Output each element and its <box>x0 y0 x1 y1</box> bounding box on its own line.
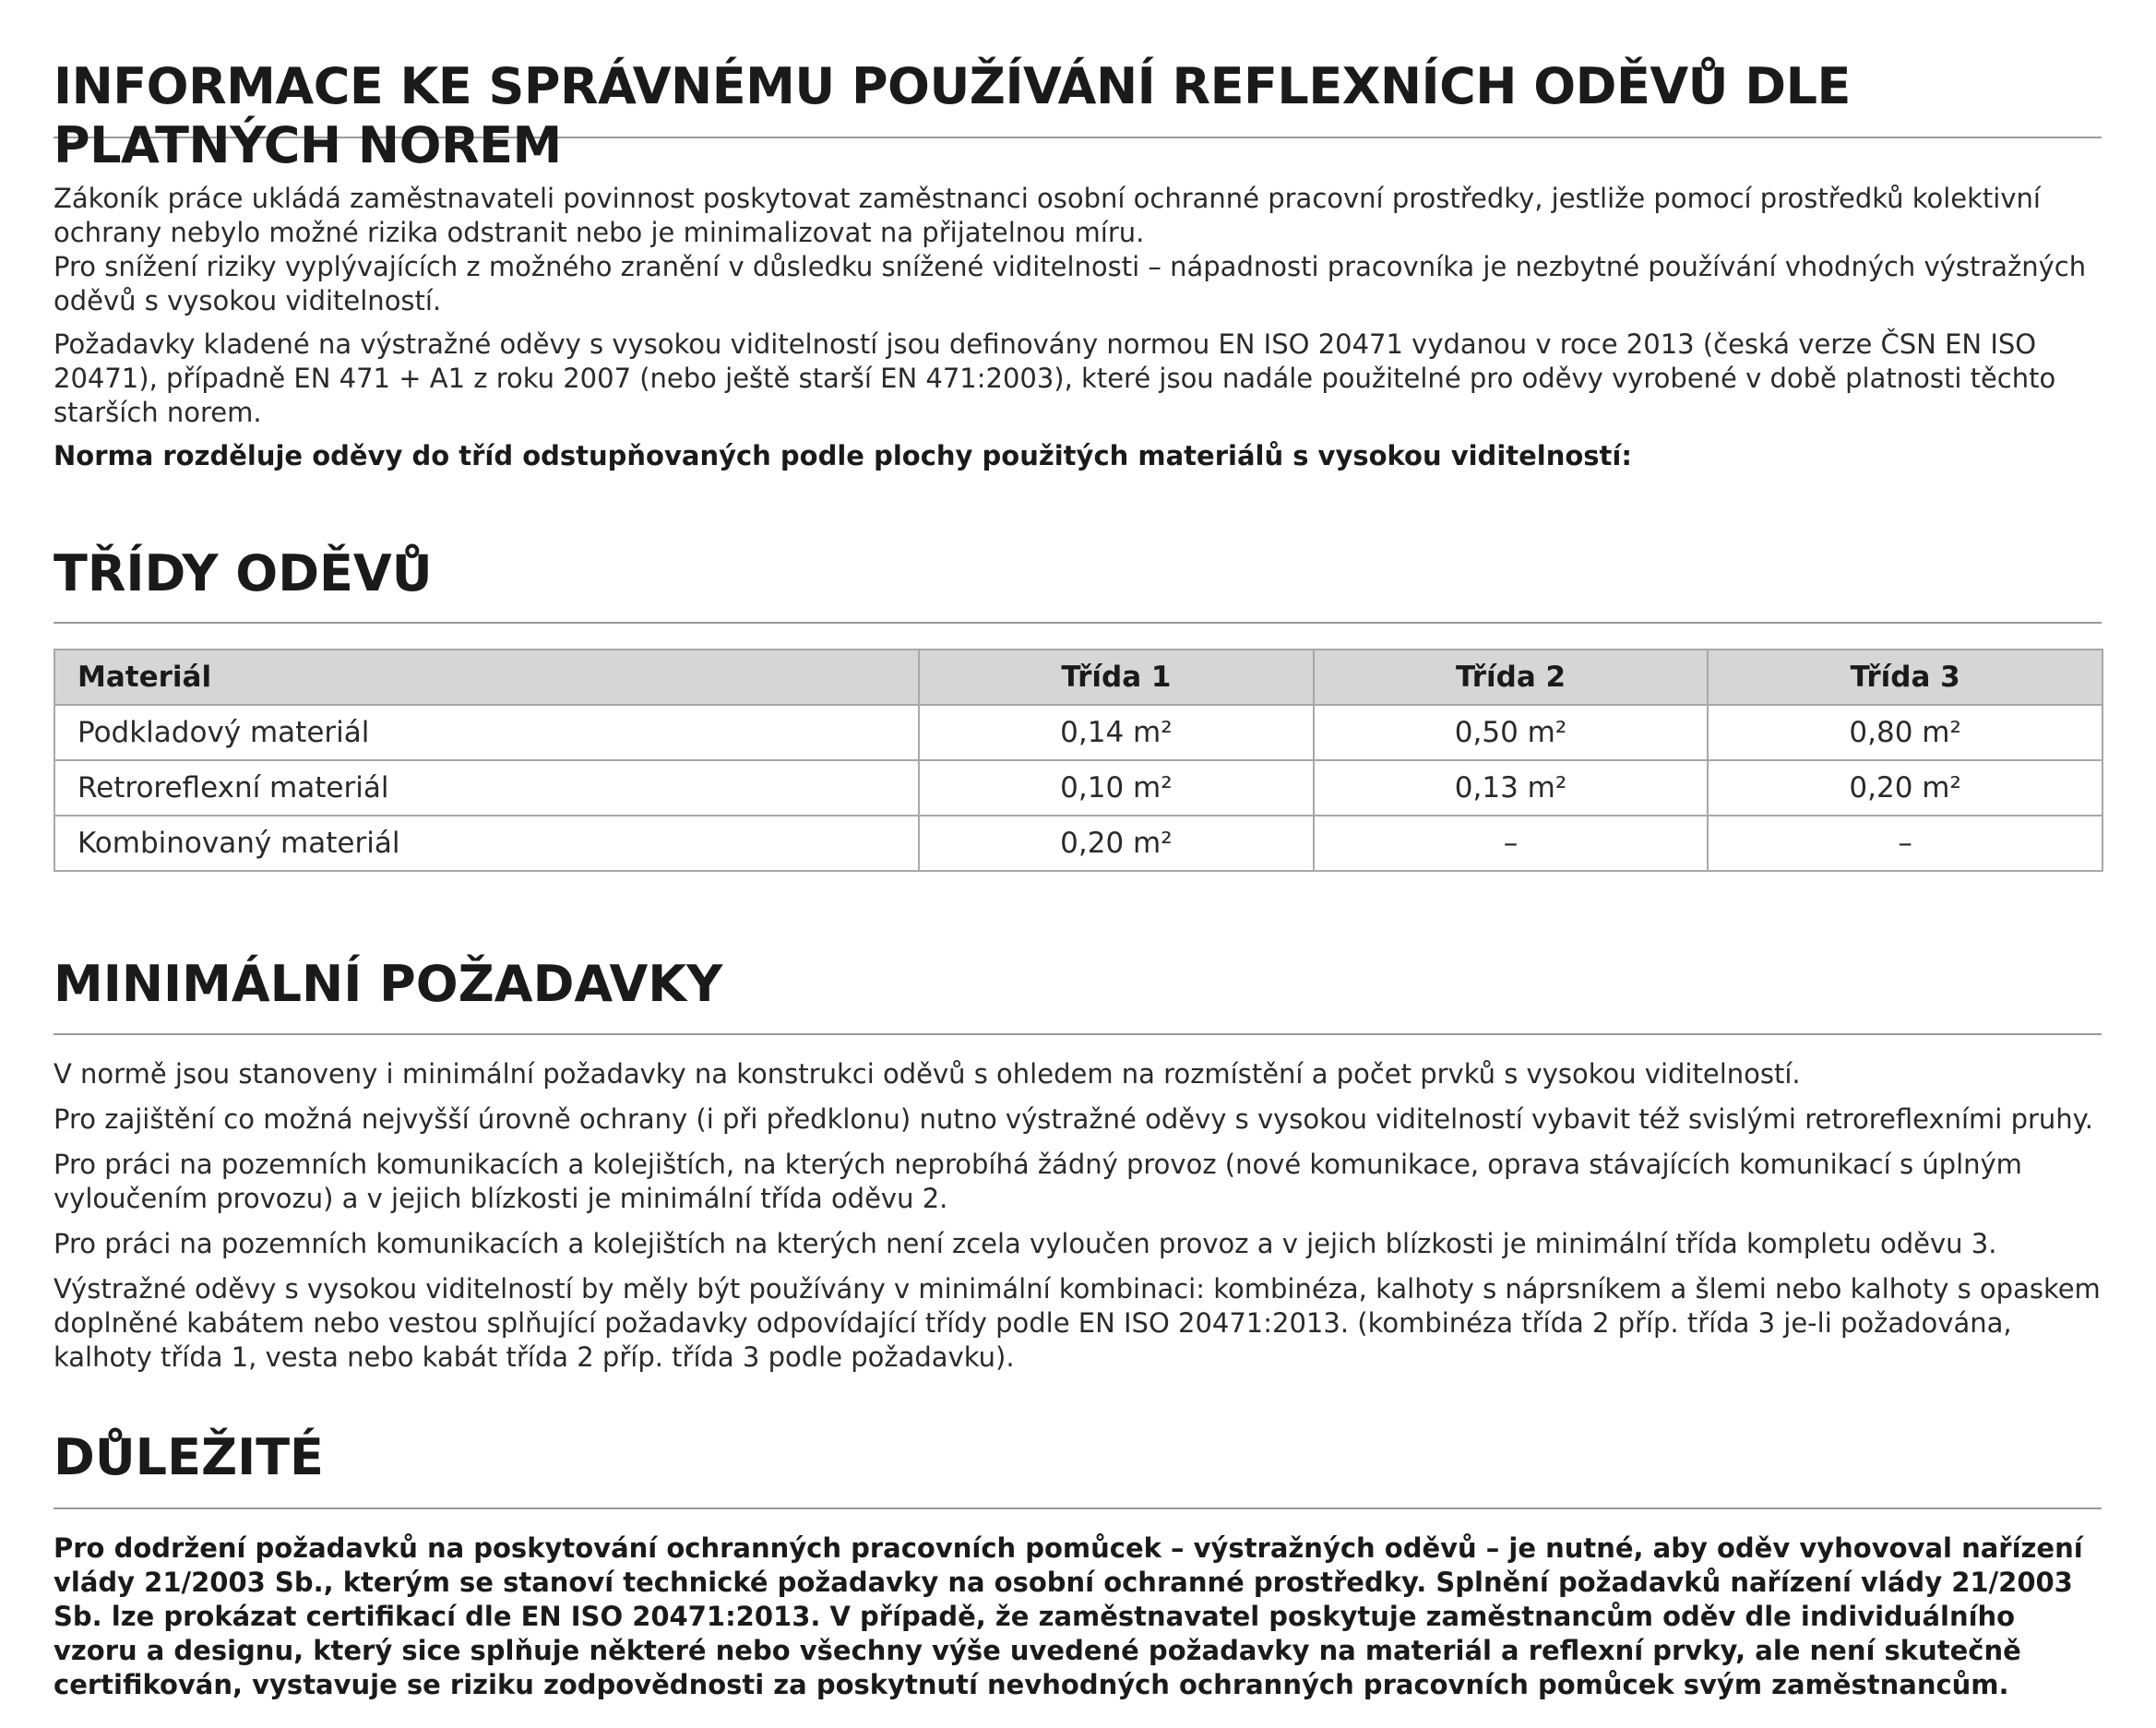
intro-paragraph-1: Zákoník práce ukládá zaměstnavateli povinnost poskytovat zaměstnanci osobní ochranné pracovní prostředky, jestliže pomocí prostředků kolektivní ochrany nebylo možné rizika odstranit nebo je minimalizovat na přijatelnou míru. <box>54 183 2041 248</box>
row-material: Retroreflexní materiál <box>54 760 919 816</box>
table-row <box>54 816 2102 871</box>
header-class-3: Třída 3 <box>1708 649 2102 705</box>
row-class-1-value: 0,14 m² <box>919 705 1314 760</box>
min-paragraph-1: V normě jsou stanoveny i minimální požadavky na konstrukci oděvů s ohledem na rozmístění a počet prvků s vysokou viditelností. <box>54 1058 1801 1090</box>
table-row <box>54 705 2102 760</box>
min-paragraph-5: Výstražné oděvy s vysokou viditelností by měly být používány v minimální kombinaci: kombinéza, kalhoty s náprsníkem a šlemi nebo kalhoty s opaskem doplněné kabátem nebo vestou splňující požadavky odpovídající třídy podle EN ISO 20471:2013. (kombinéza třída 2 příp. třída 3 je-li požadována, kalhoty třída 1, vesta nebo kabát třída 2 příp. třída 3 podle požadavku). <box>54 1273 2101 1373</box>
row-class-1-value: 0,20 m² <box>919 816 1314 871</box>
important-paragraph: Pro dodržení požadavků na poskytování ochranných pracovních pomůcek – výstražných oděvů – je nutné, aby oděv vyhovoval nařízení vlády 21/2003 Sb., kterým se stanoví technické požadavky na osobní ochranné prostředky. Splnění požadavků nařízení vlády 21/2003 Sb. lze prokázat certifikací dle EN ISO 20471:2013. V případě, že zaměstnavatel poskytuje zaměstnancům oděv dle individuálního vzoru a designu, který sice splňuje některé nebo všechny výše uvedené požadavky na materiál a reflexní prvky, ale není skutečně certifikován, vystavuje se riziku zodpovědnosti za poskytnutí nevhodných ochranných pracovních pomůcek svým zaměstnancům. <box>54 1532 2083 1700</box>
page-title: INFORMACE KE SPRÁVNÉMU POUŽÍVÁNÍ REFLEXNÍCH ODĚVŮ DLE PLATNÝCH NOREM <box>54 57 1851 174</box>
header-class-1: Třída 1 <box>919 649 1314 705</box>
row-class-3-value: 0,80 m² <box>1708 705 2102 760</box>
min-section-title: MINIMÁLNÍ POŽADAVKY <box>54 955 723 1013</box>
intro-paragraph-4: Norma rozděluje oděvy do tříd odstupňovaných podle plochy použitých materiálů s vysokou viditelností: <box>54 440 1632 471</box>
classes-table <box>54 649 2103 872</box>
min-paragraph-4: Pro práci na pozemních komunikacích a kolejištích na kterých není zcela vyloučen provoz a v jejich blízkosti je minimální třída kompletu oděvu 3. <box>54 1228 1997 1259</box>
row-class-2-value: 0,50 m² <box>1314 705 1709 760</box>
row-class-3-value: 0,20 m² <box>1708 760 2102 816</box>
header-class-2: Třída 2 <box>1314 649 1709 705</box>
min-paragraph-2: Pro zajištění co možná nejvyšší úrovně ochrany (i při předklonu) nutno výstražné oděvy s vysokou viditelností vybavit též svislými retroreflexními pruhy. <box>54 1103 2093 1135</box>
important-section-title: DŮLEŽITÉ <box>54 1428 324 1486</box>
intro-paragraph-2: Pro snížení riziky vyplývajících z možného zranění v důsledku snížené viditelnosti – nápadnosti pracovníka je nezbytné používání vhodných výstražných oděvů s vysokou viditelností. <box>54 251 2087 316</box>
table-header-row <box>54 649 2102 705</box>
row-material: Podkladový materiál <box>54 705 919 760</box>
table-row <box>54 760 2102 816</box>
intro-text <box>54 182 2102 484</box>
row-material: Kombinovaný materiál <box>54 816 919 871</box>
header-material: Materiál <box>54 649 919 705</box>
row-class-2-value: 0,13 m² <box>1314 760 1709 816</box>
row-class-2-value: – <box>1314 816 1709 871</box>
main-title-block <box>54 57 2102 174</box>
row-class-3-value: – <box>1708 816 2102 871</box>
classes-title-block <box>54 544 2102 624</box>
min-title-block <box>54 955 2102 1035</box>
min-text <box>54 1057 2102 1386</box>
min-paragraph-3: Pro práci na pozemních komunikacích a kolejištích, na kterých neprobíhá žádný provoz (nové komunikace, oprava stávajících komunikací s úplným vyloučením provozu) a v jejich blízkosti je minimální třída oděvu 2. <box>54 1149 2022 1214</box>
intro-paragraph-3: Požadavky kladené na výstražné oděvy s vysokou viditelností jsou definovány normou EN ISO 20471 vydanou v roce 2013 (česká verze ČSN EN ISO 20471), případně EN 471 + A1 z roku 2007 (nebo ještě starší EN 471:2003), které jsou nadále použitelné pro oděvy vyrobené v době platnosti těchto starších norem. <box>54 328 2056 428</box>
important-text <box>54 1531 2102 1702</box>
important-title-block <box>54 1428 2102 1509</box>
row-class-1-value: 0,10 m² <box>919 760 1314 816</box>
classes-section-title: TŘÍDY ODĚVŮ <box>54 544 433 602</box>
